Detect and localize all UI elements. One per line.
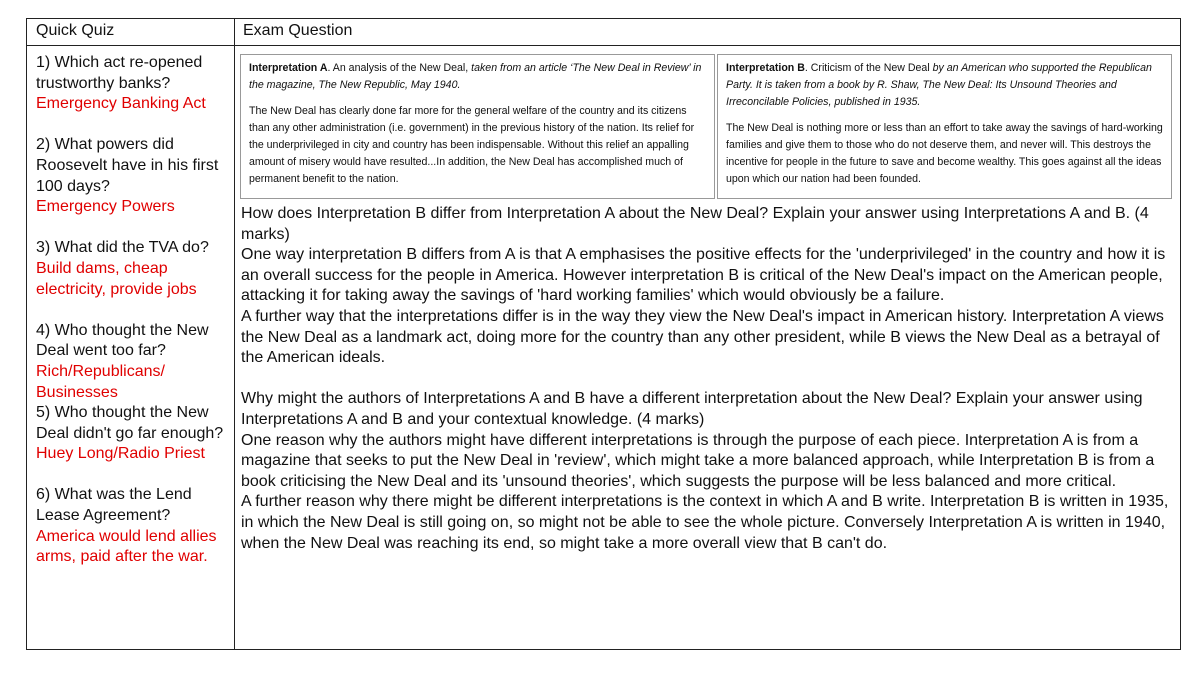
quiz-question: 6) What was the Lend Lease Agreement? bbox=[36, 486, 192, 525]
exam-answers bbox=[241, 204, 1176, 554]
quiz-question: 1) Which act re-opened trustworthy banks? bbox=[36, 54, 203, 92]
interpretation-b-card bbox=[717, 54, 1172, 199]
question-1-answer-para-2: A further way that the interpretations differ is in the way they view the New Deal's impact in American history. Interpretation A views the New Deal as a landmark act, doing more for the country than any other president, while B views the New Deal as a betrayal of the American ideals. bbox=[241, 307, 1164, 367]
quiz-item bbox=[36, 403, 230, 465]
column-divider bbox=[234, 19, 235, 649]
question-2-prompt: Why might the authors of Interpretations A and B have a different interpretation about the New Deal? Explain your answer using Interpretations A and B and your contextual knowledge. (4 marks) bbox=[241, 390, 1143, 428]
quiz-item bbox=[36, 485, 230, 567]
quiz-item bbox=[36, 135, 230, 217]
quiz-answer: Emergency Banking Act bbox=[36, 95, 206, 113]
question-2-answer-para-1: One reason why the authors might have different interpretations is through the purpose of each piece. Interpretation A is from a magazine that seeks to put the New Deal in 'review', which might take a more balanced approach, while Interpretation B is from a book criticising the New Deal and its 'unsound theories', which suggests the purpose will be less balanced and more critical. bbox=[241, 431, 1155, 490]
interpretation-a-caption-plain: . An analysis of the New Deal, bbox=[327, 62, 472, 74]
interpretation-b-label: Interpretation B bbox=[726, 62, 805, 74]
quiz-question: 2) What powers did Roosevelt have in his first 100 days? bbox=[36, 136, 219, 195]
quiz-question: 4) Who thought the New Deal went too far? bbox=[36, 321, 209, 360]
interpretation-b-text: The New Deal is nothing more or less than an effort to take away the savings of hard-working families and give them to those who do not deserve them, and never will. This destroys the incentive for people in the future to save and become wealthy. This goes against all the ideas upon which our nation had been founded. bbox=[726, 122, 1163, 185]
quiz-item bbox=[36, 321, 230, 403]
quiz-item bbox=[36, 238, 230, 300]
quiz-answer: America would lend allies arms, paid after the war. bbox=[36, 527, 217, 566]
quiz-item bbox=[36, 53, 230, 115]
quiz-answer: Build dams, cheap electricity, provide jobs bbox=[36, 259, 197, 298]
header-divider bbox=[27, 45, 1180, 46]
question-1-prompt: How does Interpretation B differ from Interpretation A about the New Deal? Explain your answer using Interpretations A and B. (4 marks) bbox=[241, 205, 1149, 243]
question-1-answer-para-1: One way interpretation B differs from A is that A emphasises the positive effects for the 'underprivileged' in the country and how it is an overall success for the people in America. However interpretation B is critical of the New Deal's impact on the American people, attacking it for taking away the savings of 'hard working families' which would obviously be a failure. bbox=[241, 246, 1166, 305]
worksheet-table bbox=[26, 18, 1181, 650]
interpretation-a-text: The New Deal has clearly done far more for the general welfare of the country and its citizens than any other administration (i.e. government) in the previous history of the nation. Its relief for the underprivileged in city and country has been indispensable. Without this relief an appalling amount of misery would have resulted...In addition, the New Deal has accomplished much of permanent benefit to the nation. bbox=[249, 105, 695, 185]
interpretation-a-caption bbox=[249, 60, 706, 94]
exam-question-header: Exam Question bbox=[243, 22, 353, 39]
question-2-answer-para-2: A further reason why there might be different interpretations is the context in which A and B write. Interpretation B is written in 1935, in which the New Deal is still going on, so might not be able to see the whole picture. Conversely Interpretation A is written in 1940, when the New Deal was reaching its end, so might take a more overall view that B can't do. bbox=[241, 493, 1169, 552]
quick-quiz-header: Quick Quiz bbox=[36, 22, 115, 39]
interpretation-a-caption-italic: taken from an article ‘The New Deal in Review’ in the magazine, The New Republic, May 1940. bbox=[249, 62, 702, 91]
quiz-answer: Rich/Republicans/ Businesses bbox=[36, 362, 165, 401]
quick-quiz-list bbox=[36, 53, 230, 568]
quiz-answer: Huey Long/Radio Priest bbox=[36, 445, 205, 463]
interpretation-a-label: Interpretation A bbox=[249, 62, 328, 74]
quiz-question: 5) Who thought the New Deal didn't go far enough? bbox=[36, 404, 224, 442]
quiz-answer: Emergency Powers bbox=[36, 198, 175, 216]
interpretation-b-caption-italic: by an American who supported the Republican Party. It is taken from a book by R. Shaw, The New Deal: Its Unsound Theories and Irreconcilable Policies, published in 1935. bbox=[726, 62, 1152, 108]
interpretation-a-card bbox=[240, 54, 715, 199]
interpretation-b-caption bbox=[726, 60, 1163, 111]
interpretation-b-caption-plain: . Criticism of the New Deal bbox=[804, 62, 933, 74]
quiz-question: 3) What did the TVA do? bbox=[36, 239, 209, 257]
spacer bbox=[241, 369, 1176, 390]
